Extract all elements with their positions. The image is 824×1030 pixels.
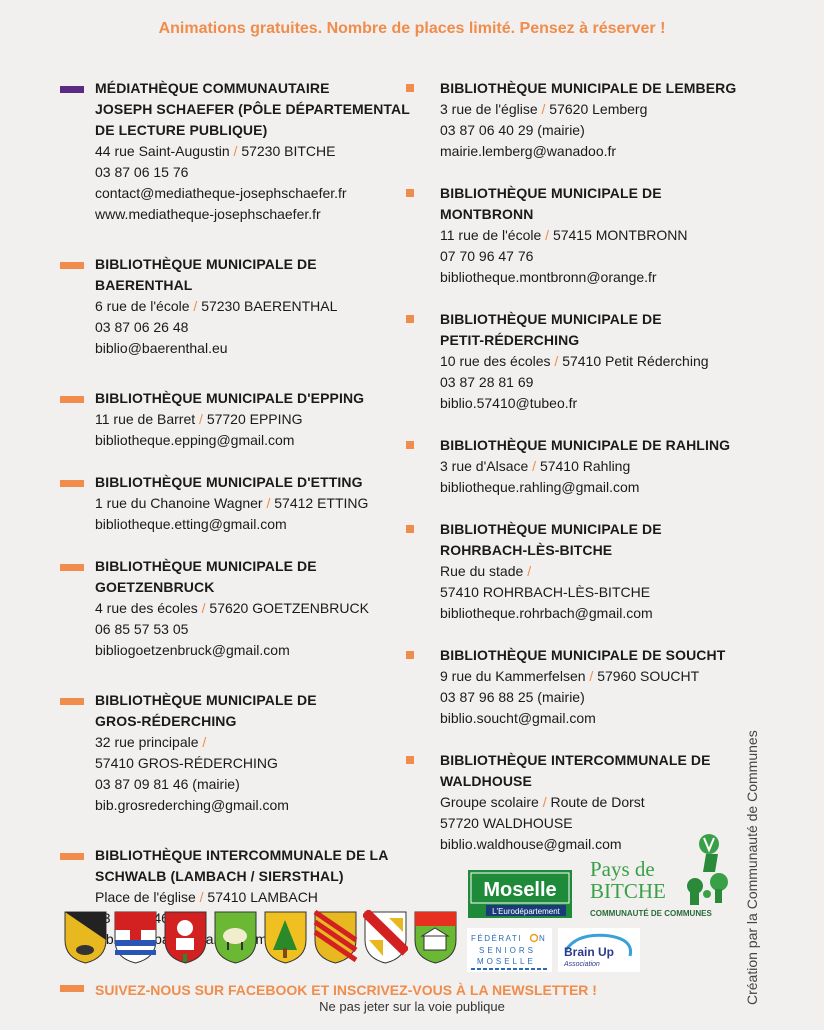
entry-line <box>440 813 735 834</box>
crest-1-icon <box>63 910 108 965</box>
entry-text: biblio.waldhouse@gmail.com <box>440 836 622 852</box>
entry-title: WALDHOUSE <box>440 773 532 789</box>
entry-title: BIBLIOTHÈQUE MUNICIPALE DE RAHLING <box>440 437 731 453</box>
entry-title: BAERENTHAL <box>95 277 193 293</box>
entry-text: 44 rue Saint-Augustin <box>95 143 230 159</box>
entry-text: 57412 ETTING <box>274 495 369 511</box>
entry-title: ROHRBACH-LÈS-BITCHE <box>440 542 613 558</box>
entry-text: 03 87 06 15 76 <box>95 164 189 180</box>
entry-line <box>440 603 735 624</box>
separator: / <box>193 298 198 314</box>
entry-line <box>440 666 735 687</box>
entry-title: BIBLIOTHÈQUE MUNICIPALE DE SOUCHT <box>440 647 726 663</box>
separator: / <box>541 101 546 117</box>
entry-text: 57410 ROHRBACH-LÈS-BITCHE <box>440 584 651 600</box>
library-entry <box>405 309 735 414</box>
separator: / <box>589 668 594 684</box>
entry-text: www.mediatheque-josephschaefer.fr <box>95 206 321 222</box>
entry-text: 3 rue de l'église <box>440 101 538 117</box>
moselle-logo-tagline: L'Eurodépartement <box>492 907 560 916</box>
entry-text: 57230 BAERENTHAL <box>201 298 338 314</box>
right-column <box>405 78 735 855</box>
entry-text: Rue du stade <box>440 563 524 579</box>
entry-line <box>440 708 735 729</box>
pays-de-bitche-logo <box>588 832 734 920</box>
entry-line <box>440 477 735 498</box>
entry-title: MONTBRONN <box>440 206 534 222</box>
brain-name: Brain Up <box>564 945 615 959</box>
federation-seniors-logo <box>467 928 552 972</box>
entry-title: SCHWALB (LAMBACH / SIERSTHAL) <box>95 868 344 884</box>
entry-text: 57720 WALDHOUSE <box>440 815 573 831</box>
entry-line <box>95 162 400 183</box>
entry-text: 10 rue des écoles <box>440 353 551 369</box>
brain-sub: Association <box>564 961 600 968</box>
entry-line <box>95 493 400 514</box>
entry-text: bibliotheque.montbronn@orange.fr <box>440 269 657 285</box>
entry-title: BIBLIOTHÈQUE MUNICIPALE D'ETTING <box>95 474 363 490</box>
entry-marker <box>406 756 414 764</box>
entry-line <box>95 430 400 451</box>
entry-line <box>440 372 735 393</box>
entry-line <box>95 514 400 535</box>
entry-line <box>95 409 400 430</box>
entry-text: Groupe scolaire <box>440 794 539 810</box>
crest-8-icon <box>413 910 458 965</box>
entry-text: 57960 SOUCHT <box>597 668 700 684</box>
entry-text: 03 87 06 40 29 (mairie) <box>440 122 585 138</box>
entry-text: 57230 BITCHE <box>241 143 336 159</box>
entry-line <box>440 792 735 813</box>
separator: / <box>199 411 203 427</box>
entry-text: 57620 GOETZENBRUCK <box>209 600 369 616</box>
library-entry <box>405 78 735 162</box>
entry-text: 57410 LAMBACH <box>207 889 318 905</box>
entry-line <box>440 267 735 288</box>
entry-title: BIBLIOTHÈQUE MUNICIPALE DE LEMBERG <box>440 80 737 96</box>
entry-text: 57415 MONTBRONN <box>552 227 688 243</box>
entry-line <box>440 246 735 267</box>
entry-line <box>440 582 735 603</box>
entry-marker <box>60 396 84 403</box>
entry-text: 57410 Rahling <box>539 458 631 474</box>
entry-text: 11 rue de Barret <box>95 411 196 427</box>
entry-text: biblio.soucht@gmail.com <box>440 710 596 726</box>
entry-text: 1 rue du Chanoine Wagner <box>95 495 263 511</box>
entry-text: 57410 GROS-RÉDERCHING <box>95 755 278 771</box>
entry-title: BIBLIOTHÈQUE MUNICIPALE DE <box>95 692 317 708</box>
entry-line <box>95 774 400 795</box>
entry-line <box>440 687 735 708</box>
fed-line3: MOSELLE <box>477 957 536 966</box>
entry-text: bib.grosrederching@gmail.com <box>95 797 289 813</box>
library-entry <box>405 183 735 288</box>
entry-text: mairie.lemberg@wanadoo.fr <box>440 143 617 159</box>
entry-line <box>95 619 400 640</box>
entry-text: 3 rue d'Alsace <box>440 458 529 474</box>
entry-marker <box>406 189 414 197</box>
entry-line <box>440 456 735 477</box>
entry-text: bibliotheque.rahling@gmail.com <box>440 479 640 495</box>
entry-text: 06 85 57 53 05 <box>95 621 189 637</box>
entry-line <box>440 99 735 120</box>
left-column <box>60 78 410 950</box>
entry-text: biblio@baerenthal.eu <box>95 340 228 356</box>
entry-title: BIBLIOTHÈQUE MUNICIPALE DE <box>440 311 662 327</box>
footer-cta: SUIVEZ-NOUS SUR FACEBOOK ET INSCRIVEZ-VOUS À LA NEWSLETTER ! <box>95 982 597 998</box>
crest-2-icon <box>113 910 158 965</box>
moselle-logo-name: Moselle <box>483 879 557 901</box>
moselle-logo <box>468 870 572 918</box>
entry-text: 6 rue de l'école <box>95 298 190 314</box>
entry-title: DE LECTURE PUBLIQUE) <box>95 122 268 138</box>
entry-line <box>95 183 400 204</box>
entry-line <box>95 204 400 225</box>
entry-line <box>95 732 400 753</box>
entry-line <box>95 753 400 774</box>
crest-7-icon <box>363 910 408 965</box>
entry-text: 32 rue principale <box>95 734 199 750</box>
entry-title: BIBLIOTHÈQUE INTERCOMMUNALE DE <box>440 752 711 768</box>
entry-text: 03 87 28 81 69 <box>440 374 534 390</box>
separator: / <box>199 889 204 905</box>
entry-title: BIBLIOTHÈQUE INTERCOMMUNALE DE LA <box>95 847 389 863</box>
fed-line1b: N <box>539 934 545 943</box>
entry-text: biblio.57410@tubeo.fr <box>440 395 578 411</box>
entry-text: 57720 EPPING <box>206 411 303 427</box>
entry-title: BIBLIOTHÈQUE MUNICIPALE D'EPPING <box>95 390 365 406</box>
entry-line <box>440 393 735 414</box>
bitche-line2: BITCHE <box>590 879 666 903</box>
bitche-line3: COMMUNAUTÉ DE COMMUNES <box>590 909 712 918</box>
separator: / <box>532 458 537 474</box>
entry-line <box>95 296 400 317</box>
entry-text: 03 87 96 88 25 (mairie) <box>440 689 585 705</box>
entry-text: bibliogoetzenbruck@gmail.com <box>95 642 290 658</box>
top-banner: Animations gratuites. Nombre de places limité. Pensez à réserver ! <box>158 20 666 37</box>
separator: / <box>201 600 206 616</box>
entry-line <box>95 141 400 162</box>
entry-text: 03 87 09 81 46 (mairie) <box>95 776 240 792</box>
entry-line <box>440 141 735 162</box>
footer-note: Ne pas jeter sur la voie publique <box>319 999 505 1014</box>
entry-text: bibliotheque.rohrbach@gmail.com <box>440 605 653 621</box>
library-entry <box>405 645 735 729</box>
entry-title: MÉDIATHÈQUE COMMUNAUTAIRE <box>95 80 330 96</box>
entry-title: BIBLIOTHÈQUE MUNICIPALE DE <box>95 256 317 272</box>
entry-line <box>95 317 400 338</box>
library-entry <box>60 556 400 661</box>
entry-text: 9 rue du Kammerfelsen <box>440 668 586 684</box>
separator: / <box>542 794 547 810</box>
entry-title: BIBLIOTHÈQUE MUNICIPALE DE <box>440 521 662 537</box>
entry-marker <box>60 480 84 487</box>
crests-row <box>63 910 458 965</box>
entry-line <box>95 640 400 661</box>
entry-marker <box>406 315 414 323</box>
entry-line <box>440 120 735 141</box>
entry-line <box>95 795 400 816</box>
separator: / <box>202 734 207 750</box>
entry-title: BIBLIOTHÈQUE MUNICIPALE DE <box>95 558 317 574</box>
entry-line <box>95 887 400 908</box>
library-entry <box>60 78 410 225</box>
side-credit: Création par la Communauté de Communes <box>744 730 760 1005</box>
entry-marker <box>60 698 84 705</box>
entry-title: GOETZENBRUCK <box>95 579 215 595</box>
entry-title: JOSEPH SCHAEFER (PÔLE DÉPARTEMENTAL <box>95 101 410 117</box>
separator: / <box>554 353 559 369</box>
brain-up-logo <box>558 928 640 972</box>
entry-text: Place de l'église <box>95 889 196 905</box>
entry-text: 4 rue des écoles <box>95 600 198 616</box>
separator: / <box>545 227 550 243</box>
library-entry <box>60 472 400 535</box>
separator: / <box>527 563 532 579</box>
entry-text: Route de Dorst <box>550 794 645 810</box>
entry-line <box>95 338 400 359</box>
entry-line <box>95 598 400 619</box>
library-entry <box>60 254 400 359</box>
entry-marker <box>60 262 84 269</box>
bitche-line1: Pays de <box>590 857 655 881</box>
library-entry <box>60 690 400 816</box>
entry-text: 57410 Petit Réderching <box>562 353 709 369</box>
entry-text: 07 70 96 47 76 <box>440 248 534 264</box>
entry-line <box>440 561 735 582</box>
entry-marker <box>406 651 414 659</box>
entry-marker <box>60 853 84 860</box>
entry-marker <box>406 441 414 449</box>
entry-marker <box>60 564 84 571</box>
library-entry <box>405 519 735 624</box>
crest-6-icon <box>313 910 358 965</box>
entry-text: 57620 Lemberg <box>549 101 648 117</box>
separator: / <box>233 143 238 159</box>
entry-title: GROS-RÉDERCHING <box>95 713 237 729</box>
separator: / <box>266 495 271 511</box>
library-entry <box>405 435 735 498</box>
footer-marker <box>60 985 84 992</box>
entry-text: bibliotheque.epping@gmail.com <box>95 432 295 448</box>
entry-line <box>440 225 735 246</box>
fed-line1: FÉDÉRATI <box>471 934 522 943</box>
crest-5-icon <box>263 910 308 965</box>
entry-text: 46 <box>153 910 169 926</box>
crest-4-icon <box>213 910 258 965</box>
fed-line2: SENIORS <box>479 946 537 955</box>
library-entry <box>60 388 400 451</box>
crest-3-icon <box>163 910 208 965</box>
entry-line <box>440 351 735 372</box>
entry-text: contact@mediatheque-josephschaefer.fr <box>95 185 347 201</box>
entry-text: 03 87 06 26 48 <box>95 319 189 335</box>
entry-marker <box>406 84 414 92</box>
entry-title: PETIT-RÉDERCHING <box>440 332 580 348</box>
entry-title: BIBLIOTHÈQUE MUNICIPALE DE <box>440 185 662 201</box>
entry-marker <box>406 525 414 533</box>
entry-text: 11 rue de l'école <box>440 227 542 243</box>
entry-marker <box>60 86 84 93</box>
entry-text: bibliotheque.etting@gmail.com <box>95 516 287 532</box>
